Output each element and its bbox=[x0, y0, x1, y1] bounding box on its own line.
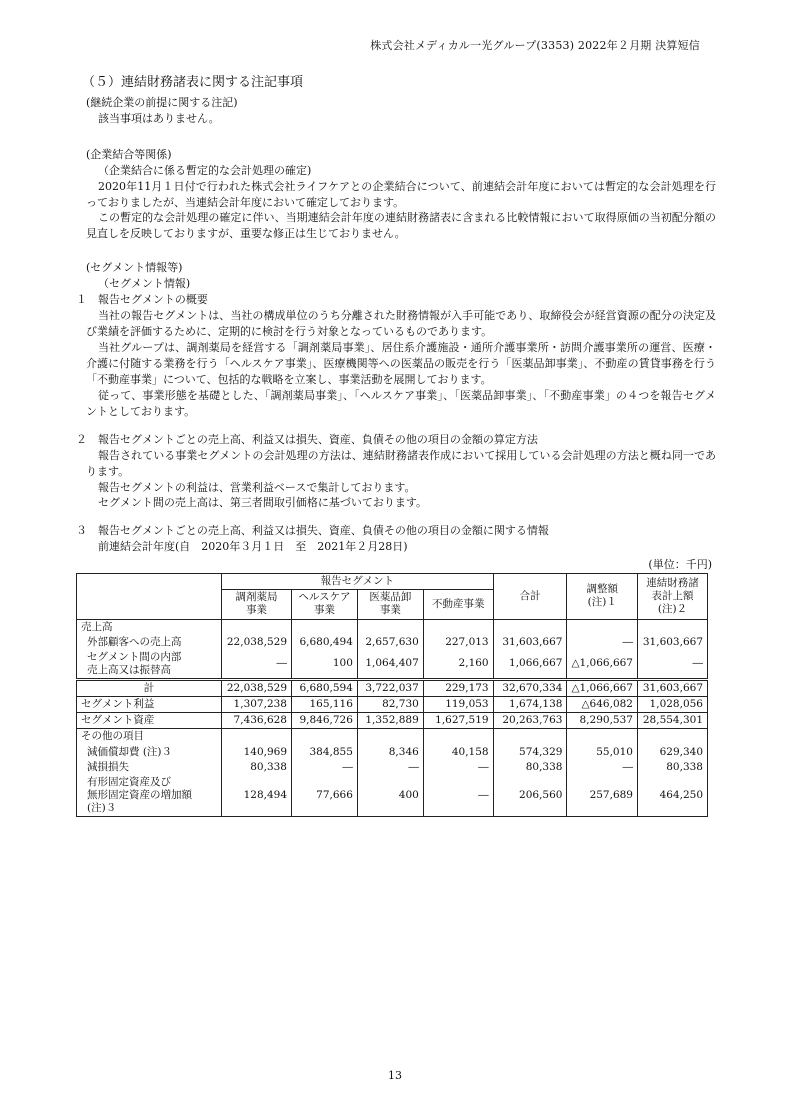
table-cell bbox=[292, 729, 358, 745]
table-cell bbox=[567, 729, 638, 745]
col-header-text: ヘルスケア 事業 bbox=[298, 591, 351, 617]
table-row bbox=[77, 729, 708, 745]
table-cell: ― bbox=[222, 650, 292, 680]
table-cell bbox=[292, 619, 358, 635]
table-row bbox=[77, 635, 708, 650]
segment-s1-p2: 当社グループは、調剤薬局を経営する「調剤薬局事業」、居住系介護施設・通所介護事業所・訪問介護事業所の運営、医療・介護に付随する業務を行う「ヘルスケア事業」、医療機関等への医薬品の販売を行う「医薬品卸事業」、不動産の賃貸事務を行う「不動産事業」について、包括的な戦略を立案し、事業活動を展開しております。 bbox=[86, 341, 716, 386]
table-cell: ― bbox=[357, 760, 423, 775]
table-cell: 31,603,667 bbox=[493, 635, 567, 650]
row-label: セグメント利益 bbox=[77, 697, 222, 713]
segment-s2-p3: セグメント間の売上高は、第三者間取引価格に基づいております。 bbox=[98, 496, 428, 510]
table-cell: 229,173 bbox=[423, 680, 493, 697]
table-row bbox=[77, 760, 708, 775]
col-header-pharmacy bbox=[222, 590, 292, 619]
table-cell: ― bbox=[292, 760, 358, 775]
table-cell bbox=[423, 619, 493, 635]
segment-s3-title: ３ 報告セグメントごとの売上高、利益又は損失、資産、負債その他の項目の金額に関する情報 bbox=[76, 524, 549, 538]
segment-heading: (セグメント情報等) bbox=[86, 261, 183, 275]
table-cell bbox=[493, 619, 567, 635]
row-label: その他の項目 bbox=[77, 729, 222, 745]
going-concern-heading: (継続企業の前提に関する注記) bbox=[86, 95, 238, 109]
business-combination-p1: 2020年11月１日付で行われた株式会社ライフケアとの企業結合について、前連結会計年度においては暫定的な会計処理を行っておりましたが、当連結会計年度において確定しております。 bbox=[86, 179, 716, 209]
segment-s1-p1: 当社の報告セグメントは、当社の構成単位のうち分離された財務情報が入手可能であり、取締役会が経営資源の配分の決定及び業績を評価するために、定期的に検討を行う対象となっているものであります。 bbox=[86, 309, 716, 339]
table-cell: 128,494 bbox=[222, 775, 292, 817]
segment-s2-p2: 報告セグメントの利益は、営業利益ベースで集計しております。 bbox=[98, 480, 416, 494]
table-cell: 7,436,628 bbox=[222, 713, 292, 729]
segment-s2-title: ２ 報告セグメントごとの売上高、利益又は損失、資産、負債その他の項目の金額の算定方法 bbox=[76, 432, 538, 446]
table-cell: 2,657,630 bbox=[357, 635, 423, 650]
table-cell: 40,158 bbox=[423, 745, 493, 760]
table-cell: 20,263,763 bbox=[493, 713, 567, 729]
table-row bbox=[77, 650, 708, 680]
segment-s2-p1: 報告されている事業セグメントの会計処理の方法は、連結財務諸表作成において採用している会計処理の方法と概ね同一であります。 bbox=[86, 448, 716, 478]
row-label: 外部顧客への売上高 bbox=[77, 635, 222, 650]
table-cell: 464,250 bbox=[637, 775, 707, 817]
table-cell bbox=[423, 729, 493, 745]
table-cell bbox=[567, 619, 638, 635]
segment-s3-period: 前連結会計年度(自 2020年３月１日 至 2021年２月28日) bbox=[98, 540, 408, 554]
table-cell: 80,338 bbox=[493, 760, 567, 775]
table-cell: 80,338 bbox=[637, 760, 707, 775]
row-label: セグメント間の内部 売上高又は振替高 bbox=[77, 650, 222, 680]
table-cell: 1,627,519 bbox=[423, 713, 493, 729]
table-cell: 1,028,056 bbox=[637, 697, 707, 713]
table-cell: 80,338 bbox=[222, 760, 292, 775]
table-cell: 227,013 bbox=[423, 635, 493, 650]
table-cell: 629,340 bbox=[637, 745, 707, 760]
table-cell bbox=[637, 729, 707, 745]
table-cell: 1,674,138 bbox=[493, 697, 567, 713]
table-cell: 119,053 bbox=[423, 697, 493, 713]
table-row bbox=[77, 619, 708, 635]
col-header-total bbox=[493, 574, 567, 619]
page-header: 株式会社メディカル一光グループ(3353) 2022年２月期 決算短信 bbox=[370, 39, 700, 52]
table-cell: 1,307,238 bbox=[222, 697, 292, 713]
table-cell: 22,038,529 bbox=[222, 635, 292, 650]
table-cell: 574,329 bbox=[493, 745, 567, 760]
row-label: 計 bbox=[77, 680, 222, 697]
table-cell: 9,846,726 bbox=[292, 713, 358, 729]
table-cell: 1,064,407 bbox=[357, 650, 423, 680]
table-cell: 1,352,889 bbox=[357, 713, 423, 729]
table-cell: 8,290,537 bbox=[567, 713, 638, 729]
row-label: 減損損失 bbox=[77, 760, 222, 775]
segment-table-body bbox=[77, 619, 708, 817]
segment-s1-p3: 従って、事業形態を基礎とした、「調剤薬局事業」、「ヘルスケア事業」、「医薬品卸事業」、「不動産事業」の４つを報告セグメントとしております。 bbox=[86, 388, 716, 418]
table-cell: ― bbox=[567, 760, 638, 775]
table-cell: ― bbox=[423, 760, 493, 775]
table-cell: △646,082 bbox=[567, 697, 638, 713]
col-header-text: 調剤薬局 事業 bbox=[235, 591, 278, 617]
table-cell: 384,855 bbox=[292, 745, 358, 760]
table-row bbox=[77, 775, 708, 817]
table-cell: △1,066,667 bbox=[567, 680, 638, 697]
table-cell: 6,680,594 bbox=[292, 680, 358, 697]
table-cell bbox=[637, 619, 707, 635]
table-cell: 1,066,667 bbox=[493, 650, 567, 680]
row-label: 有形固定資産及び 無形固定資産の増加額 (注)３ bbox=[77, 775, 222, 817]
table-cell: 31,603,667 bbox=[637, 680, 707, 697]
table-cell bbox=[493, 729, 567, 745]
table-cell: 100 bbox=[292, 650, 358, 680]
business-combination-heading: (企業結合等関係) bbox=[86, 147, 172, 161]
content bbox=[76, 74, 716, 817]
table-cell bbox=[357, 619, 423, 635]
page-number: 13 bbox=[388, 1069, 402, 1082]
col-header-adjustment bbox=[567, 574, 638, 619]
table-cell: ― bbox=[423, 775, 493, 817]
table-cell: 2,160 bbox=[423, 650, 493, 680]
table-cell: ― bbox=[567, 635, 638, 650]
table-cell: 32,670,334 bbox=[493, 680, 567, 697]
table-row bbox=[77, 680, 708, 697]
segment-subheading: （セグメント情報) bbox=[98, 277, 191, 291]
table-cell bbox=[222, 619, 292, 635]
row-label: 売上高 bbox=[77, 619, 222, 635]
col-header-realestate bbox=[423, 590, 493, 619]
table-row bbox=[77, 697, 708, 713]
table-cell: 8,346 bbox=[357, 745, 423, 760]
table-cell: 6,680,494 bbox=[292, 635, 358, 650]
table-cell: 3,722,037 bbox=[357, 680, 423, 697]
table-row bbox=[77, 713, 708, 729]
section-title: （５）連結財務諸表に関する注記事項 bbox=[82, 75, 304, 90]
table-cell: 55,010 bbox=[567, 745, 638, 760]
table-cell: 31,603,667 bbox=[637, 635, 707, 650]
group-header: 報告セグメント bbox=[222, 574, 494, 590]
col-header-text: 連結財務諸 表計上額 (注)２ bbox=[646, 576, 699, 615]
table-cell bbox=[222, 729, 292, 745]
table-cell: 82,730 bbox=[357, 697, 423, 713]
going-concern-body: 該当事項はありません。 bbox=[98, 111, 220, 125]
table-corner bbox=[77, 574, 222, 619]
col-header-text: 調整額 (注)１ bbox=[586, 583, 618, 609]
business-combination-subheading: （企業結合に係る暫定的な会計処理の確定) bbox=[98, 163, 312, 177]
table-cell: 206,560 bbox=[493, 775, 567, 817]
col-header-text: 合計 bbox=[519, 589, 541, 602]
table-cell: ― bbox=[637, 650, 707, 680]
col-header-consolidated bbox=[637, 574, 707, 619]
segment-s1-title: １ 報告セグメントの概要 bbox=[76, 293, 208, 307]
row-label: セグメント資産 bbox=[77, 713, 222, 729]
table-cell: 22,038,529 bbox=[222, 680, 292, 697]
col-header-text: 不動産事業 bbox=[431, 597, 485, 610]
table-cell bbox=[357, 729, 423, 745]
col-header-text: 医薬品卸 事業 bbox=[369, 591, 412, 617]
table-cell: 28,554,301 bbox=[637, 713, 707, 729]
table-cell: 257,689 bbox=[567, 775, 638, 817]
table-row bbox=[77, 745, 708, 760]
table-cell: 400 bbox=[357, 775, 423, 817]
unit-label: (単位：千円) bbox=[648, 558, 712, 572]
table-cell: △1,066,667 bbox=[567, 650, 638, 680]
col-header-healthcare bbox=[292, 590, 358, 619]
table-cell: 165,116 bbox=[292, 697, 358, 713]
table-cell: 77,666 bbox=[292, 775, 358, 817]
segment-table bbox=[76, 573, 708, 817]
business-combination-p2: この暫定的な会計処理の確定に伴い、当期連結会計年度の連結財務諸表に含まれる比較情報において取得原価の当初配分額の見直しを反映しておりますが、重要な修正は生じておりません。 bbox=[86, 211, 716, 241]
row-label: 減価償却費 (注)３ bbox=[77, 745, 222, 760]
table-cell: 140,969 bbox=[222, 745, 292, 760]
col-header-wholesale bbox=[357, 590, 423, 619]
